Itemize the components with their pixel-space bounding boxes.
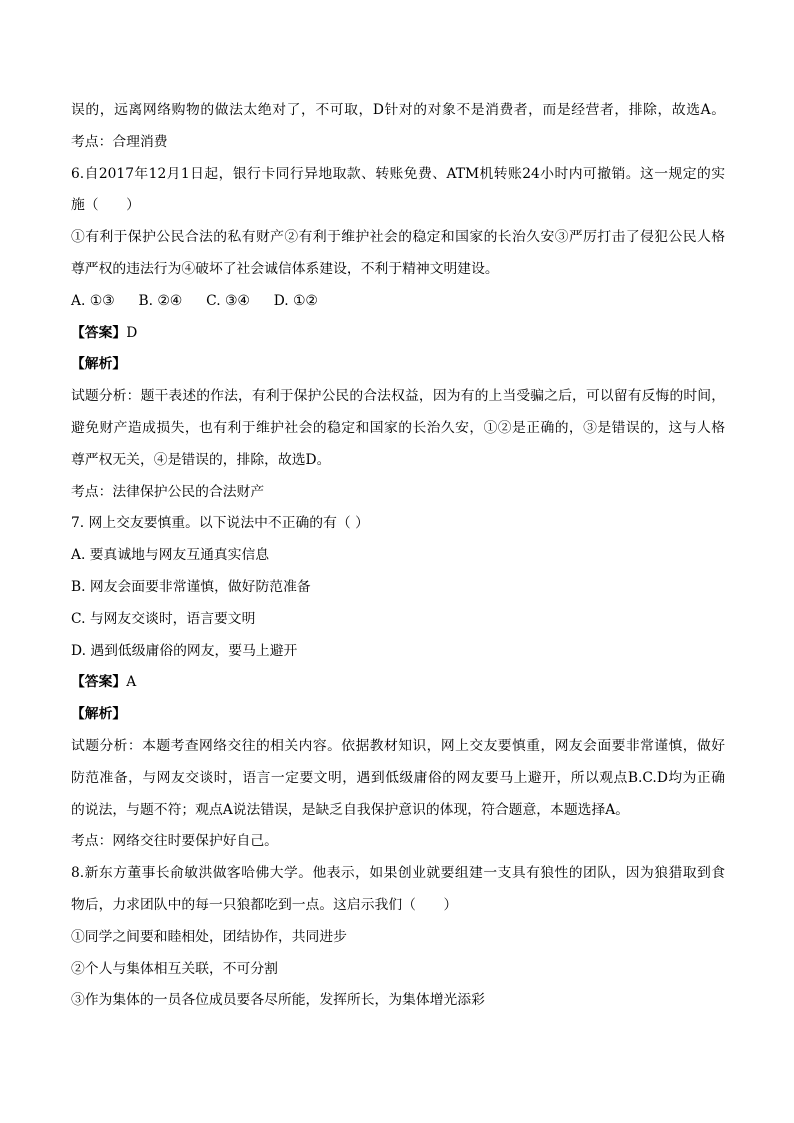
- q6-analysis-line-1: 试题分析：题干表述的作法，有利于保护公民的合法权益，因为有的上当受骗之后，可以留有反悔的时间，: [71, 388, 725, 405]
- q8-stem-line-2: 物后，力求团队中的每一只狼都吃到一点。这启示我们（ ）: [71, 896, 458, 913]
- q6-choice-a: A. ①③: [71, 292, 115, 309]
- q7-analysis-line-2: 防范准备，与网友交谈时，语言一定要文明，遇到低级庸俗的网友要马上避开，所以观点B.C.D均为正确: [71, 769, 725, 786]
- q7-stem: 7. 网上交友要慎重。以下说法中不正确的有（ ）: [71, 515, 369, 532]
- q8-stem-line-1: 8.新东方董事长俞敏洪做客哈佛大学。他表示，如果创业就要组建一支具有狼性的团队，因为狼猎取到食: [71, 865, 725, 882]
- q8-statement-3: ③作为集体的一员各位成员要各尽所能，发挥所长，为集体增光添彩: [71, 992, 485, 1009]
- q6-statements-line-2: 尊严权的违法行为④破坏了社会诚信体系建设，不利于精神文明建设。: [71, 260, 499, 277]
- q6-answer-label: 【答案】: [71, 324, 127, 341]
- q6-statements-line-1: ①有利于保护公民合法的私有财产②有利于维护社会的稳定和国家的长治久安③严厉打击了侵犯公民人格: [71, 229, 725, 246]
- q7-analysis-heading: [71, 699, 725, 731]
- q7-option-c: C. 与网友交谈时，语言要文明: [71, 610, 256, 627]
- q6-stem-line-1: 6.自2017年12月1日起，银行卡同行异地取款、转账免费、ATM机转账24小时内可撤销。这一规定的实: [71, 165, 725, 182]
- q7-answer: [71, 667, 725, 699]
- q6-choices: [71, 286, 725, 318]
- q6-analysis-line-2: 避免财产造成损失，也有利于维护社会的稳定和国家的长治久安，①②是正确的，③是错误的，这与人格: [71, 419, 725, 436]
- q6-stem-line-2: 施（ ）: [71, 197, 140, 214]
- q7-topic: 考点：网络交往时要保护好自己。: [71, 833, 278, 850]
- q7-answer-value: A: [126, 674, 137, 691]
- q8-statement-2: ②个人与集体相互关联，不可分割: [71, 960, 278, 977]
- q7-answer-label: 【答案】: [71, 674, 127, 691]
- q6-answer: [71, 318, 725, 350]
- q7-analysis-label: 【解析】: [71, 706, 127, 723]
- q6-analysis-label: 【解析】: [71, 356, 127, 373]
- q6-choice-c: C. ③④: [206, 292, 250, 309]
- q7-analysis-line-3: 的说法，与题不符；观点A说法错误，是缺乏自我保护意识的体现，符合题意，本题选择A。: [71, 801, 630, 818]
- q7-option-b: B. 网友会面要非常谨慎，做好防范准备: [71, 578, 311, 595]
- q7-analysis-line-1: 试题分析：本题考查网络交往的相关内容。依据教材知识，网上交友要慎重，网友会面要非常谨慎，做好: [71, 737, 725, 754]
- q7-option-a: A. 要真诚地与网友互通真实信息: [71, 547, 270, 564]
- q6-analysis-line-3: 尊严权无关，④是错误的，排除，故选D。: [71, 451, 331, 468]
- q7-option-d: D. 遇到低级庸俗的网友，要马上避开: [71, 642, 298, 659]
- document-page: [71, 95, 725, 1017]
- q5-topic: 考点：合理消费: [71, 133, 168, 150]
- q6-choice-b: B. ②④: [138, 292, 183, 309]
- q6-answer-value: D: [126, 324, 138, 341]
- q5-analysis-end: 误的，远离网络购物的做法太绝对了，不可取，D针对的对象不是消费者，而是经营者，排除，故选A。: [71, 102, 725, 118]
- q6-analysis-heading: [71, 349, 725, 381]
- q6-topic: 考点：法律保护公民的合法财产: [71, 483, 265, 500]
- q6-choice-d: D. ①②: [273, 292, 318, 309]
- q8-statement-1: ①同学之间要和睦相处，团结协作，共同进步: [71, 928, 347, 945]
